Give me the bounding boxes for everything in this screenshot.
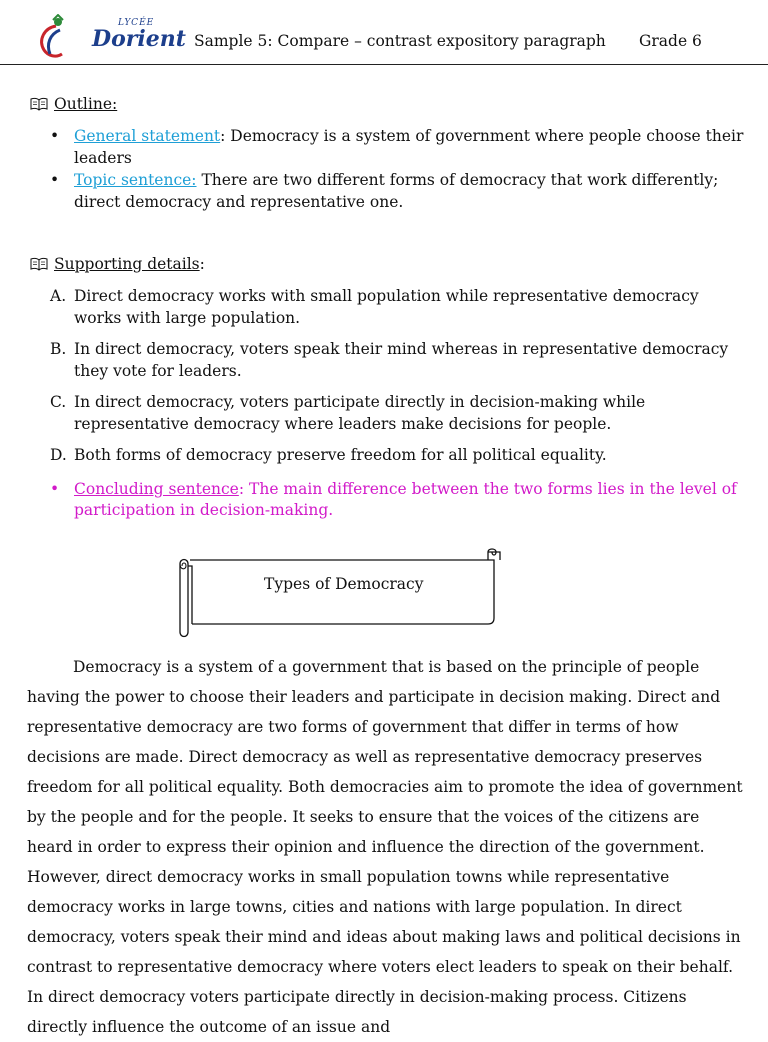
- list-item: [50, 170, 750, 213]
- logo-lycee: LYCÉE: [118, 18, 155, 28]
- item-text: Both forms of democracy preserve freedom for all political equality.: [74, 446, 607, 464]
- concluding-text: : The main difference between the two forms lies in the level of participation in decision-making.: [74, 479, 737, 519]
- general-statement-label: General statement: [74, 127, 221, 145]
- item-text: In direct democracy, voters speak their mind whereas in representative democracy they vote for leaders.: [74, 340, 729, 380]
- outline-heading-text: Outline:: [54, 95, 118, 113]
- logo-name: Dorient: [92, 26, 186, 52]
- page-header: [0, 0, 768, 65]
- outline-heading: [30, 95, 117, 113]
- bullet-icon: •: [50, 171, 60, 189]
- topic-sentence-text: There are two different forms of democracy that work differently; direct democracy and representative one.: [74, 171, 719, 211]
- body-paragraph: Democracy is a system of a government that is based on the principle of people having the power to choose their leaders and participate in decision making. Direct and representative democracy are two forms of government that differ in terms of how decisions are made. Direct democracy as well as representative democracy preserves freedom for all political equality. Both democracies aim to promote the idea of government by the people and for the people. It seeks to ensure that the voices of the citizens are heard in order to express their opinion and influence the direction of the government. However, direct democracy works in small population towns while representative democracy works in large towns, cities and nations with large population. In direct democracy, voters speak their mind and ideas about making laws and political decisions in contrast to representative democracy where voters elect leaders to speak on their behalf. In direct democracy voters participate directly in decision-making process. Citizens directly influence the outcome of an issue and: [27, 658, 743, 1036]
- bullet-icon: •: [50, 479, 60, 498]
- concluding-item: [50, 479, 750, 522]
- document-title: Sample 5: Compare – contrast expository paragraph: [194, 32, 606, 50]
- grade-label: Grade 6: [639, 32, 702, 50]
- supporting-heading: [30, 255, 205, 273]
- item-letter: B.: [50, 340, 67, 358]
- supporting-heading-text: Supporting details: [54, 255, 200, 273]
- item-letter: C.: [50, 393, 67, 411]
- list-item: [50, 445, 750, 467]
- item-letter: A.: [50, 287, 67, 305]
- bullet-icon: •: [50, 127, 60, 145]
- scroll-title: Types of Democracy: [264, 575, 424, 593]
- general-statement-text: : Democracy is a system of government where people choose their leaders: [74, 127, 744, 167]
- book-icon: [30, 257, 48, 271]
- item-text: In direct democracy, voters participate directly in decision-making while representative democracy where leaders make decisions for people.: [74, 393, 646, 433]
- supporting-heading-colon: :: [199, 255, 205, 273]
- outline-list: [50, 126, 750, 214]
- supporting-list: [50, 286, 750, 532]
- book-icon: [30, 97, 48, 111]
- list-item: [50, 126, 750, 169]
- list-item: [50, 339, 750, 382]
- list-item: [50, 286, 750, 329]
- item-letter: D.: [50, 446, 67, 464]
- list-item: [50, 392, 750, 435]
- concluding-label: Concluding sentence: [74, 479, 239, 498]
- item-text: Direct democracy works with small population while representative democracy works with large population.: [74, 287, 699, 327]
- topic-sentence-label: Topic sentence:: [74, 171, 197, 189]
